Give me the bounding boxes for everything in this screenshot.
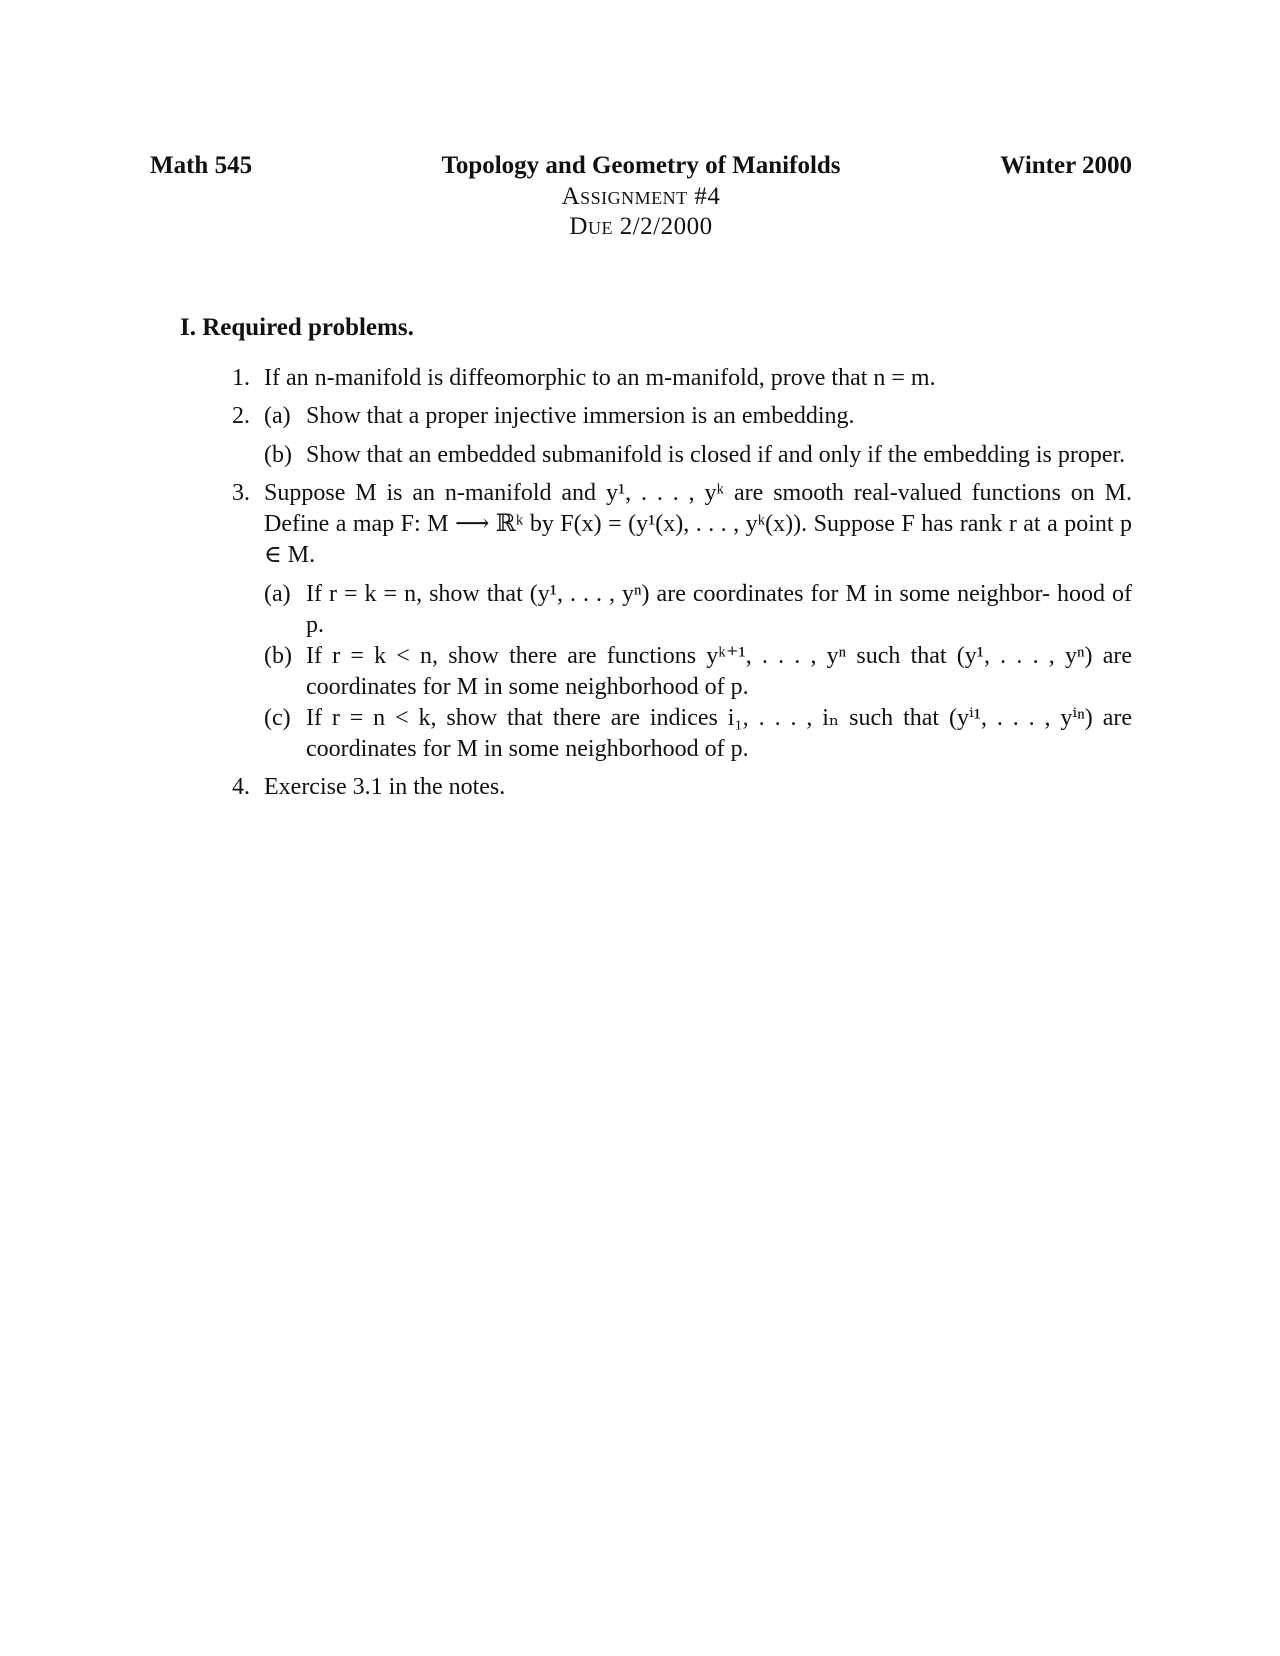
problem-part [264, 440, 1132, 471]
part-label: (b) [264, 442, 292, 468]
header-center-block [150, 150, 1132, 242]
problem-text: If an n-manifold is diffeomorphic to an m-manifold, prove that n = m. [264, 365, 936, 391]
problem-number: 3. [232, 480, 250, 506]
document-header [150, 150, 1132, 260]
problem-3 [232, 478, 1132, 765]
problem-text: Suppose M is an n-manifold and y¹, . . . , yᵏ are smooth real-valued functions on M. Define a map F: M ⟶ ℝᵏ by F(x) = (y¹(x), . . . , yᵏ(x)). Suppose F has rank r at a point p ∈ M. [264, 480, 1132, 568]
problem-list [232, 363, 1132, 810]
problem-number: 4. [232, 774, 250, 800]
part-label: (a) [264, 403, 291, 429]
problem-text: Exercise 3.1 in the notes. [264, 774, 506, 800]
problem-2 [232, 401, 1132, 471]
course-number: Math 545 [150, 152, 253, 179]
problem-1 [232, 363, 1132, 394]
part-label: (c) [264, 705, 291, 731]
problem-number: 1. [232, 365, 250, 391]
part-text: If r = k = n, show that (y¹, . . . , yⁿ) are coordinates for M in some neighbor- hood of p. [306, 581, 1132, 638]
part-text: If r = n < k, show that there are indices i₁, . . . , iₙ such that (yⁱ¹, . . . , yⁱⁿ) are coordinates for M in some neighborhood of p. [306, 705, 1132, 762]
due-date: Due 2/2/2000 [569, 213, 713, 240]
assignment-label: Assignment #4 [561, 183, 721, 210]
problem-4 [232, 772, 1132, 803]
problem-part [264, 641, 1132, 703]
problem-part [264, 401, 1132, 432]
problem-number: 2. [232, 403, 250, 429]
part-text: Show that an embedded submanifold is closed if and only if the embedding is proper. [306, 442, 1126, 468]
part-text: If r = k < n, show there are functions yᵏ⁺¹, . . . , yⁿ such that (y¹, . . . , yⁿ) are coordinates for M in some neighborhood of p. [306, 643, 1132, 700]
section-heading: I. Required problems. [180, 314, 414, 341]
part-label: (a) [264, 581, 291, 607]
problem-part [264, 579, 1132, 641]
problem-part [264, 703, 1132, 765]
course-title: Topology and Geometry of Manifolds [441, 152, 841, 179]
part-label: (b) [264, 643, 292, 669]
term-label: Winter 2000 [1000, 152, 1132, 179]
part-text: Show that a proper injective immersion is an embedding. [306, 403, 855, 429]
